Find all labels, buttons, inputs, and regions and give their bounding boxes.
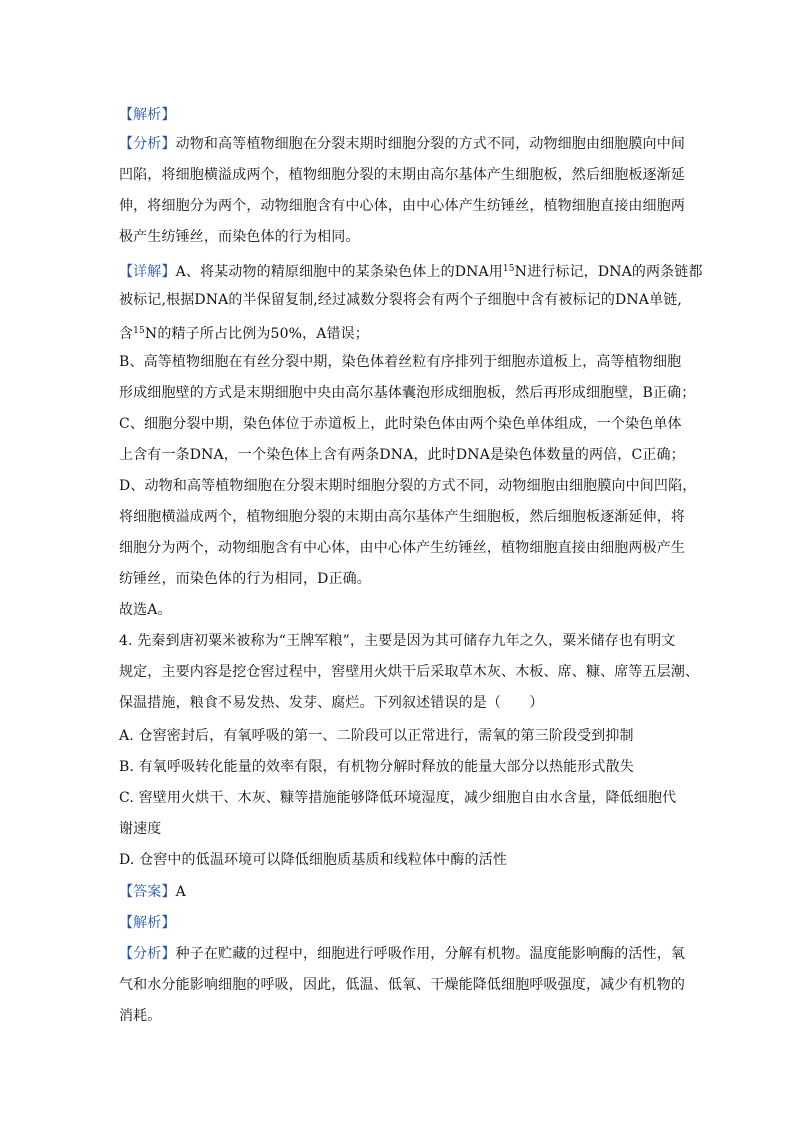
section-header-jiexi-2: 【解析】: [119, 915, 176, 931]
analysis-2-tag: 【分析】: [119, 946, 176, 962]
answer-line: [119, 883, 679, 901]
section-header-jiexi: 【解析】: [119, 107, 176, 123]
detail-text-a: A、将某动物的精原细胞中的某条染色体上的DNA用: [175, 264, 503, 280]
detail-option-d-line-2: 将细胞横溢成两个，植物细胞分裂的末期由高尔基体产生细胞板，然后细胞板逐渐延伸，将: [119, 509, 685, 525]
analysis-2-line-1: [119, 945, 686, 963]
question-4-stem-line-3: 保温措施，粮食不易发热、发芽、腐烂。下列叙述错误的是（ ）: [119, 695, 544, 711]
analysis-tag: 【分析】: [119, 136, 176, 152]
analysis-2-text: 种子在贮藏的过程中，细胞进行呼吸作用，分解有机物。温度能影响酶的活性，氧: [175, 946, 686, 962]
detail-text-ratio: N的精子所占比例为50%，A错误；: [144, 326, 369, 342]
analysis-text: 动物和高等植物细胞在分裂末期时细胞分裂的方式不同，动物细胞由细胞膜向中间: [175, 136, 686, 152]
detail-option-d-line-4: 纺锤丝，而染色体的行为相同，D正确。: [119, 571, 371, 587]
detail-tag: 【详解】: [119, 264, 176, 280]
detail-option-b-line-2: 形成细胞壁的方式是末期细胞中央由高尔基体囊泡形成细胞板，然后再形成细胞壁，B正确；: [119, 385, 696, 401]
analysis-line-4: 极产生纺锤丝，而染色体的行为相同。: [119, 229, 360, 245]
detail-option-d-line-1: D、动物和高等植物细胞在分裂末期时细胞分裂的方式不同，动物细胞由细胞膜向中间凹陷，: [119, 478, 697, 494]
option-d: D. 仓窖中的低温环境可以降低细胞质基质和线粒体中酶的活性: [119, 852, 507, 868]
detail-option-c-line-2: 上含有一条DNA，一个染色体上含有两条DNA，此时DNA是染色体数量的两倍，C正确；: [119, 447, 685, 463]
option-a: A. 仓窖密封后，有氧呼吸的第一、二阶段可以正常进行，需氧的第三阶段受到抑制: [119, 728, 634, 744]
question-4-stem-line-2: 规定，主要内容是挖仓窖过程中，窖壁用火烘干后采取草木灰、木板、席、糠、席等五层潮、: [119, 664, 700, 680]
analysis-line-3: 伸，将细胞分为两个，动物细胞含有中心体，由中心体产生纺锤丝，植物细胞直接由细胞两: [119, 198, 685, 214]
detail-option-d-line-3: 细胞分为两个，动物细胞含有中心体，由中心体产生纺锤丝，植物细胞直接由细胞两极产生: [119, 540, 685, 556]
detail-text-han: 含: [119, 326, 134, 342]
isotope-superscript: 15: [133, 326, 145, 336]
choose-answer: 故选A。: [119, 602, 172, 618]
isotope-superscript: 15: [502, 264, 515, 274]
analysis-2-line-3: 消耗。: [119, 1008, 162, 1024]
analysis-line-2: 凹陷，将细胞横溢成两个，植物细胞分裂的末期由高尔基体产生细胞板，然后细胞板逐渐延: [119, 167, 685, 183]
detail-option-b-line-1: B、高等植物细胞在有丝分裂中期，染色体着丝粒有序排列于细胞赤道板上，高等植物细胞: [119, 354, 682, 370]
analysis-2-line-2: 气和水分能影响细胞的呼吸，因此，低温、低氧、干燥能降低细胞呼吸强度，减少有机物的: [119, 977, 685, 993]
detail-text-b: N进行标记，DNA的两条链都: [514, 264, 703, 280]
answer-tag: 【答案】: [119, 884, 176, 900]
question-4-stem-line-1: 4. 先秦到唐初粟米被称为“王牌军粮”，主要是因为其可储存九年之久，粟米储存也有明文: [119, 633, 676, 649]
detail-line-2: 被标记,根据DNA的半保留复制,经过减数分裂将会有两个子细胞中含有被标记的DNA单链,: [119, 292, 682, 308]
answer-value: A: [175, 884, 186, 900]
option-c-line-2: 谢速度: [119, 821, 162, 837]
option-c-line-1: C. 窖壁用火烘干、木灰、糠等措施能够降低环境湿度，减少细胞自由水含量，降低细胞代: [119, 790, 677, 806]
detail-line-3: [119, 322, 679, 343]
detail-line-1: [119, 260, 703, 281]
option-b: B. 有氧呼吸转化能量的效率有限，有机物分解时释放的能量大部分以热能形式散失: [119, 759, 634, 775]
analysis-line-1: [119, 135, 686, 153]
detail-option-c-line-1: C、细胞分裂中期，染色体位于赤道板上，此时染色体由两个染色单体组成，一个染色单体: [119, 416, 682, 432]
